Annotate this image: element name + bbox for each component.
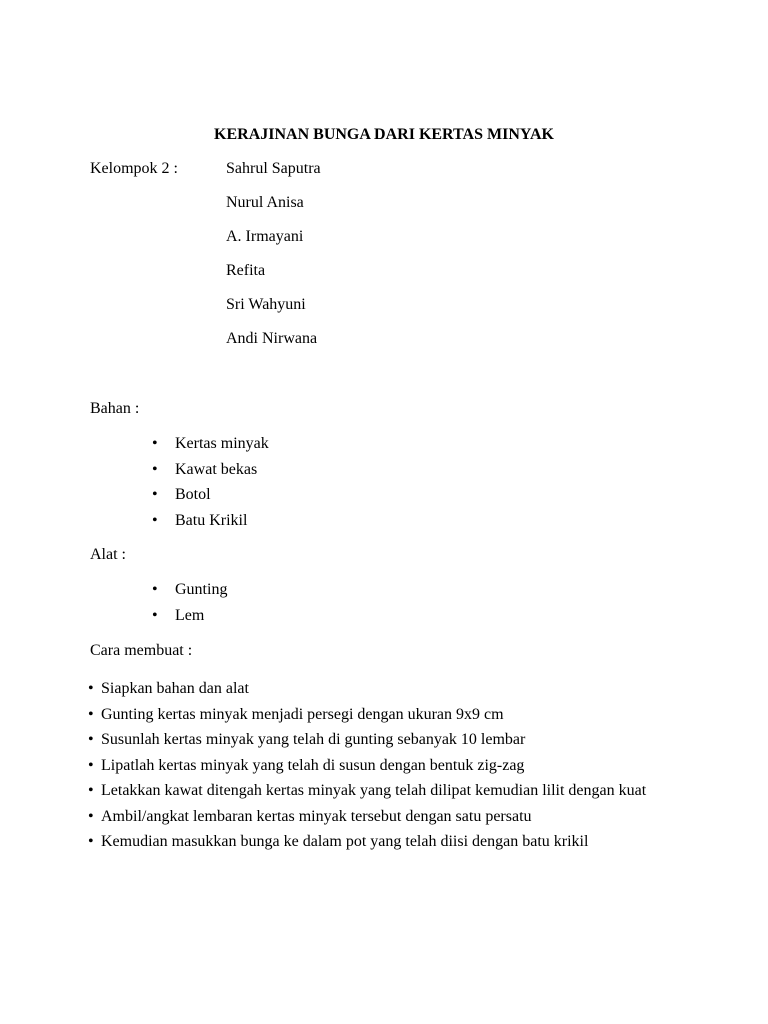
list-item-text: Batu Krikil (175, 511, 248, 529)
bullet-icon: • (152, 460, 158, 478)
step-text: Gunting kertas minyak menjadi persegi dengan ukuran 9x9 cm (101, 705, 504, 723)
bullet-icon: • (88, 756, 94, 774)
document-title: KERAJINAN BUNGA DARI KERTAS MINYAK (214, 126, 554, 143)
group-label: Kelompok 2 : (90, 160, 178, 177)
step-item (88, 779, 688, 803)
list-item (152, 434, 269, 460)
step-text: Ambil/angkat lembaran kertas minyak tersebut dengan satu persatu (101, 807, 532, 825)
step-item (88, 830, 688, 854)
bullet-icon: • (152, 486, 158, 503)
bahan-label: Bahan : (90, 400, 140, 417)
list-item (152, 511, 269, 537)
member-name: Refita (226, 262, 266, 279)
step-item (88, 703, 688, 727)
step-text: Kemudian masukkan bunga ke dalam pot yang telah diisi dengan batu krikil (101, 833, 589, 850)
bullet-icon: • (88, 680, 94, 697)
step-item (88, 805, 688, 829)
bahan-list (152, 434, 269, 536)
member-name: A. Irmayani (226, 228, 304, 245)
list-item-text: Kawat bekas (175, 460, 258, 478)
step-item (88, 754, 688, 778)
step-text: Lipatlah kertas minyak yang telah di susun dengan bentuk zig-zag (101, 756, 525, 774)
step-text: Siapkan bahan dan alat (101, 680, 249, 697)
list-item-text: Lem (175, 606, 205, 624)
member-name: Nurul Anisa (226, 194, 304, 211)
bullet-icon: • (152, 511, 158, 529)
alat-list (152, 580, 227, 631)
steps-list (88, 677, 688, 856)
member-name: Andi Nirwana (226, 330, 318, 347)
list-item (152, 485, 269, 511)
bullet-icon: • (88, 782, 94, 799)
bullet-icon: • (88, 731, 94, 748)
list-item (152, 580, 227, 606)
bullet-icon: • (88, 833, 94, 850)
member-name: Sahrul Saputra (226, 160, 321, 177)
bullet-icon: • (88, 807, 94, 825)
bullet-icon: • (152, 606, 158, 624)
step-item (88, 728, 688, 752)
list-item-text: Kertas minyak (175, 435, 269, 452)
list-item (152, 606, 227, 632)
bullet-icon: • (152, 581, 158, 598)
alat-label: Alat : (90, 546, 126, 563)
step-text: Letakkan kawat ditengah kertas minyak yang telah dilipat kemudian lilit dengan kuat (101, 782, 647, 799)
list-item (152, 460, 269, 486)
step-text: Susunlah kertas minyak yang telah di gunting sebanyak 10 lembar (101, 731, 526, 748)
bullet-icon: • (152, 435, 158, 452)
list-item-text: Botol (175, 486, 211, 503)
bullet-icon: • (88, 705, 94, 723)
step-item (88, 677, 688, 701)
member-name: Sri Wahyuni (226, 296, 306, 313)
list-item-text: Gunting (175, 581, 228, 598)
member-list (226, 159, 321, 363)
cara-label: Cara membuat : (90, 642, 193, 659)
